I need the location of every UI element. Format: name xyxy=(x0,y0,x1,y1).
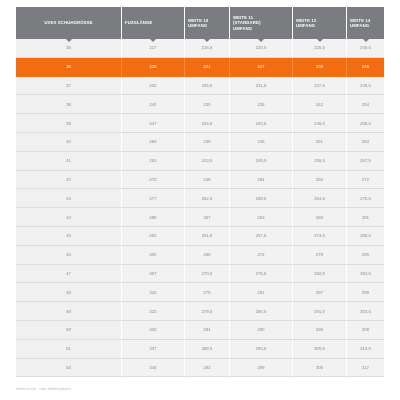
cell-shoe-size: 40 xyxy=(16,133,122,152)
cell-width-11: 236 xyxy=(230,95,293,114)
table-row xyxy=(16,227,384,246)
cell-foot-length: 307 xyxy=(122,265,185,284)
cell-width-12: 260 xyxy=(293,171,347,190)
cell-width-10: 225,5 xyxy=(185,77,230,96)
cell-shoe-size: 50 xyxy=(16,321,122,340)
cell-shoe-size: 35 xyxy=(16,39,122,58)
cell-width-14: 245 xyxy=(347,58,384,77)
table-row xyxy=(16,208,384,227)
cell-width-12: 273,5 xyxy=(293,227,347,246)
table-row xyxy=(16,171,384,190)
cell-width-14: 294,5 xyxy=(347,265,384,284)
cell-width-10: 230 xyxy=(185,95,230,114)
header-label-line: (STANDARD) xyxy=(233,20,261,26)
cell-width-12: 291,5 xyxy=(293,302,347,321)
shoe-size-table-container xyxy=(16,7,384,377)
cell-shoe-size: 48 xyxy=(16,283,122,302)
cell-width-11: 294,5 xyxy=(230,340,293,359)
cell-foot-length: 217 xyxy=(122,39,185,58)
table-row xyxy=(16,359,384,378)
table-row xyxy=(16,189,384,208)
cell-width-11: 276,5 xyxy=(230,265,293,284)
cell-foot-length: 322 xyxy=(122,302,185,321)
cell-width-14: 281 xyxy=(347,208,384,227)
table-row xyxy=(16,77,384,96)
table-row xyxy=(16,95,384,114)
cell-foot-length: 225 xyxy=(122,58,185,77)
cell-width-14: 285,5 xyxy=(347,227,384,246)
table-row xyxy=(16,321,384,340)
cell-width-14: 267,5 xyxy=(347,152,384,171)
cell-shoe-size: 43 xyxy=(16,189,122,208)
cell-width-10: 275 xyxy=(185,283,230,302)
cell-foot-length: 262 xyxy=(122,152,185,171)
cell-width-10: 239 xyxy=(185,133,230,152)
header-label-line: FUSSLÄNGE xyxy=(125,20,153,26)
cell-width-10: 252,5 xyxy=(185,189,230,208)
cell-width-12: 242 xyxy=(293,95,347,114)
header-label-line: WEITE 14 xyxy=(350,17,371,23)
cell-width-14: 263 xyxy=(347,133,384,152)
cell-width-10: 288,5 xyxy=(185,340,230,359)
cell-width-14: 276,5 xyxy=(347,189,384,208)
cell-width-11: 231,5 xyxy=(230,77,293,96)
table-row xyxy=(16,302,384,321)
header-width-12 xyxy=(293,7,347,39)
header-label-line: WEITE 11 xyxy=(233,14,254,20)
cell-width-11: 254 xyxy=(230,171,293,190)
table-row xyxy=(16,114,384,133)
table-row xyxy=(16,58,384,77)
cell-width-12: 237,5 xyxy=(293,77,347,96)
cell-width-12: 269 xyxy=(293,208,347,227)
header-pointer-arrow xyxy=(363,39,369,42)
cell-shoe-size: 38 xyxy=(16,95,122,114)
cell-width-11: 245 xyxy=(230,133,293,152)
cell-shoe-size: 36 xyxy=(16,58,122,77)
table-row xyxy=(16,133,384,152)
header-label-line: UMFANG xyxy=(188,23,208,28)
cell-width-10: 234,5 xyxy=(185,114,230,133)
header-shoe-size xyxy=(16,7,122,39)
cell-width-10: 257 xyxy=(185,208,230,227)
cell-width-10: 221 xyxy=(185,58,230,77)
cell-shoe-size: 41 xyxy=(16,152,122,171)
cell-width-12: 305 xyxy=(293,359,347,378)
header-pointer-arrow xyxy=(66,39,72,42)
cell-foot-length: 277 xyxy=(122,189,185,208)
cell-width-10: 279,5 xyxy=(185,302,230,321)
cell-foot-length: 240 xyxy=(122,95,185,114)
cell-width-14: 240,5 xyxy=(347,39,384,58)
cell-width-11: 281 xyxy=(230,283,293,302)
header-width-11 xyxy=(230,7,293,39)
table-body xyxy=(16,39,384,377)
cell-width-11: 240,5 xyxy=(230,114,293,133)
cell-shoe-size: 52 xyxy=(16,359,122,378)
header-width-10 xyxy=(185,7,230,39)
cell-shoe-size: 37 xyxy=(16,77,122,96)
cell-foot-length: 300 xyxy=(122,246,185,265)
cell-width-12: 287 xyxy=(293,283,347,302)
header-label-line: UVEX SCHUHGRÖSSE xyxy=(44,20,93,26)
header-row xyxy=(16,7,384,39)
cell-width-11: 227 xyxy=(230,58,293,77)
table-row xyxy=(16,283,384,302)
cell-foot-length: 337 xyxy=(122,340,185,359)
cell-width-12: 264,5 xyxy=(293,189,347,208)
cell-width-11: 263 xyxy=(230,208,293,227)
cell-width-11: 285,5 xyxy=(230,302,293,321)
cell-width-10: 266 xyxy=(185,246,230,265)
cell-width-12: 300,5 xyxy=(293,340,347,359)
cell-foot-length: 292 xyxy=(122,227,185,246)
cell-shoe-size: 39 xyxy=(16,114,122,133)
cell-width-10: 243,5 xyxy=(185,152,230,171)
cell-width-12: 282,5 xyxy=(293,265,347,284)
cell-shoe-size: 47 xyxy=(16,265,122,284)
cell-shoe-size: 44 xyxy=(16,208,122,227)
cell-foot-length: 345 xyxy=(122,359,185,378)
cell-width-11: 267,5 xyxy=(230,227,293,246)
cell-width-11: 272 xyxy=(230,246,293,265)
header-pointer-arrow xyxy=(150,39,156,42)
cell-width-11: 290 xyxy=(230,321,293,340)
cell-width-10: 270,5 xyxy=(185,265,230,284)
header-pointer-arrow xyxy=(317,39,323,42)
table-caption: Werte in mm · uvex Weitensystem xyxy=(16,387,71,391)
cell-width-12: 278 xyxy=(293,246,347,265)
cell-width-12: 251 xyxy=(293,133,347,152)
cell-width-10: 216,5 xyxy=(185,39,230,58)
cell-width-12: 246,5 xyxy=(293,114,347,133)
cell-foot-length: 315 xyxy=(122,283,185,302)
cell-width-11: 299 xyxy=(230,359,293,378)
cell-shoe-size: 46 xyxy=(16,246,122,265)
cell-width-10: 293 xyxy=(185,359,230,378)
cell-foot-length: 330 xyxy=(122,321,185,340)
header-label-line: WEITE 12 xyxy=(296,17,317,23)
cell-width-12: 225,5 xyxy=(293,39,347,58)
cell-width-14: 258,5 xyxy=(347,114,384,133)
cell-width-12: 296 xyxy=(293,321,347,340)
cell-foot-length: 247 xyxy=(122,114,185,133)
cell-width-11: 249,5 xyxy=(230,152,293,171)
cell-width-14: 272 xyxy=(347,171,384,190)
cell-width-14: 254 xyxy=(347,95,384,114)
table-row xyxy=(16,265,384,284)
cell-width-10: 284 xyxy=(185,321,230,340)
cell-width-11: 258,5 xyxy=(230,189,293,208)
cell-shoe-size: 49 xyxy=(16,302,122,321)
cell-foot-length: 255 xyxy=(122,133,185,152)
cell-width-14: 312,5 xyxy=(347,340,384,359)
table-header xyxy=(16,7,384,39)
cell-foot-length: 270 xyxy=(122,171,185,190)
cell-foot-length: 285 xyxy=(122,208,185,227)
header-foot-length xyxy=(122,7,185,39)
header-width-14 xyxy=(347,7,384,39)
cell-width-14: 308 xyxy=(347,321,384,340)
table-row xyxy=(16,340,384,359)
cell-shoe-size: 51 xyxy=(16,340,122,359)
cell-foot-length: 232 xyxy=(122,77,185,96)
cell-shoe-size: 45 xyxy=(16,227,122,246)
header-label-line: UMFANG xyxy=(233,25,253,31)
cell-width-14: 290 xyxy=(347,246,384,265)
header-label-line: WEITE 10 xyxy=(188,17,209,23)
cell-width-14: 249,5 xyxy=(347,77,384,96)
table-row xyxy=(16,152,384,171)
shoe-size-table xyxy=(16,7,384,377)
cell-width-14: 303,5 xyxy=(347,302,384,321)
header-label-line: UMFANG xyxy=(350,23,370,28)
cell-shoe-size: 42 xyxy=(16,171,122,190)
cell-width-10: 261,5 xyxy=(185,227,230,246)
cell-width-10: 248 xyxy=(185,171,230,190)
cell-width-12: 233 xyxy=(293,58,347,77)
header-pointer-arrow xyxy=(204,39,210,42)
cell-width-11: 220,5 xyxy=(230,39,293,58)
cell-width-12: 255,5 xyxy=(293,152,347,171)
header-label-line: UMFANG xyxy=(296,23,316,28)
cell-width-14: 317 xyxy=(347,359,384,378)
table-row xyxy=(16,246,384,265)
header-pointer-arrow xyxy=(258,39,264,42)
cell-width-14: 299 xyxy=(347,283,384,302)
